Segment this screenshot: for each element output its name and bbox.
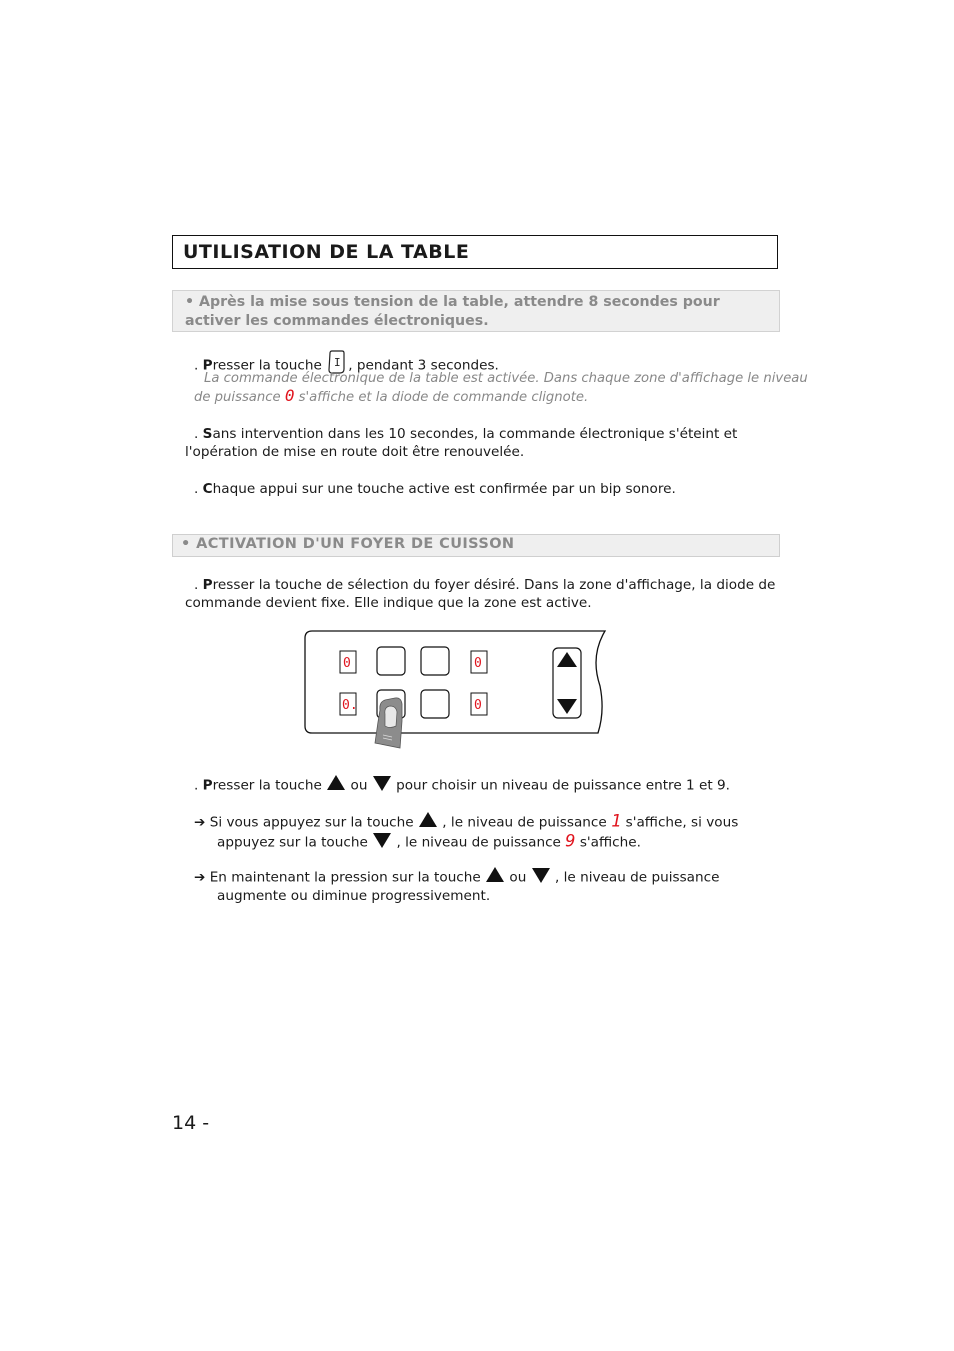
digit-nine: 9 <box>565 831 576 852</box>
intro-note-line-1: La commande électronique de la table est activée. Dans chaque zone d'affichage le niveau <box>204 371 808 386</box>
initial-letter: P <box>202 577 213 593</box>
svg-text:0: 0 <box>474 698 482 713</box>
page-number: 14 - <box>172 1112 210 1134</box>
section-paragraph-1-line-2: commande devient fixe. Elle indique que la zone est active. <box>185 595 592 611</box>
instruction-3: ➔ En maintenant la pression sur la touche ou , le niveau de puissance <box>194 866 719 889</box>
power-key-label: I <box>334 356 341 369</box>
intro-note-line-2: de puissance 0 s'affiche et la diode de commande clignote. <box>194 386 589 405</box>
digit-one: 1 <box>611 811 622 832</box>
section-title: • ACTIVATION D'UN FOYER DE CUISSON <box>181 536 515 552</box>
intro-paragraph-1: . Presser la touche I , pendant 3 secondes. <box>194 350 499 381</box>
instruction-2-line-2: appuyez sur la touche , le niveau de puissance 9 s'affiche. <box>217 831 641 854</box>
arrow-right-icon: ➔ <box>194 814 206 831</box>
svg-text:0: 0 <box>343 656 351 671</box>
digit-zero: 0 <box>284 386 295 405</box>
page-title: UTILISATION DE LA TABLE <box>183 241 470 263</box>
arrow-right-icon: ➔ <box>194 869 206 886</box>
intro-paragraph-2: . Sans intervention dans les 10 secondes, la commande électronique s'éteint et <box>194 426 738 442</box>
initial-letter: C <box>202 481 213 497</box>
section-paragraph-1: . Presser la touche de sélection du foyer désiré. Dans la zone d'affichage, la diode de <box>194 577 776 593</box>
instruction-2: ➔ Si vous appuyez sur la touche , le niveau de puissance 1 s'affiche, si vous <box>194 811 738 834</box>
initial-letter: P <box>202 357 213 374</box>
control-panel-illustration <box>300 626 610 756</box>
initial-letter: P <box>202 777 213 794</box>
instruction-1: . Presser la touche ou pour choisir un niveau de puissance entre 1 et 9. <box>194 774 730 797</box>
up-arrow-icon <box>326 774 346 797</box>
instruction-3-line-2: augmente ou diminue progressivement. <box>217 888 491 904</box>
down-arrow-icon <box>372 774 392 797</box>
svg-text:0: 0 <box>474 656 482 671</box>
down-arrow-icon <box>531 866 551 889</box>
down-arrow-icon <box>372 831 392 854</box>
notice-text: • Après la mise sous tension de la table, attendre 8 secondes pour activer les commandes électroniques. <box>185 294 720 329</box>
svg-text:0.: 0. <box>342 698 358 713</box>
up-arrow-icon <box>485 866 505 889</box>
intro-paragraph-2-line-2: l'opération de mise en route doit être renouvelée. <box>185 444 525 460</box>
initial-letter: S <box>202 426 213 442</box>
intro-paragraph-3: . Chaque appui sur une touche active est confirmée par un bip sonore. <box>194 481 676 497</box>
